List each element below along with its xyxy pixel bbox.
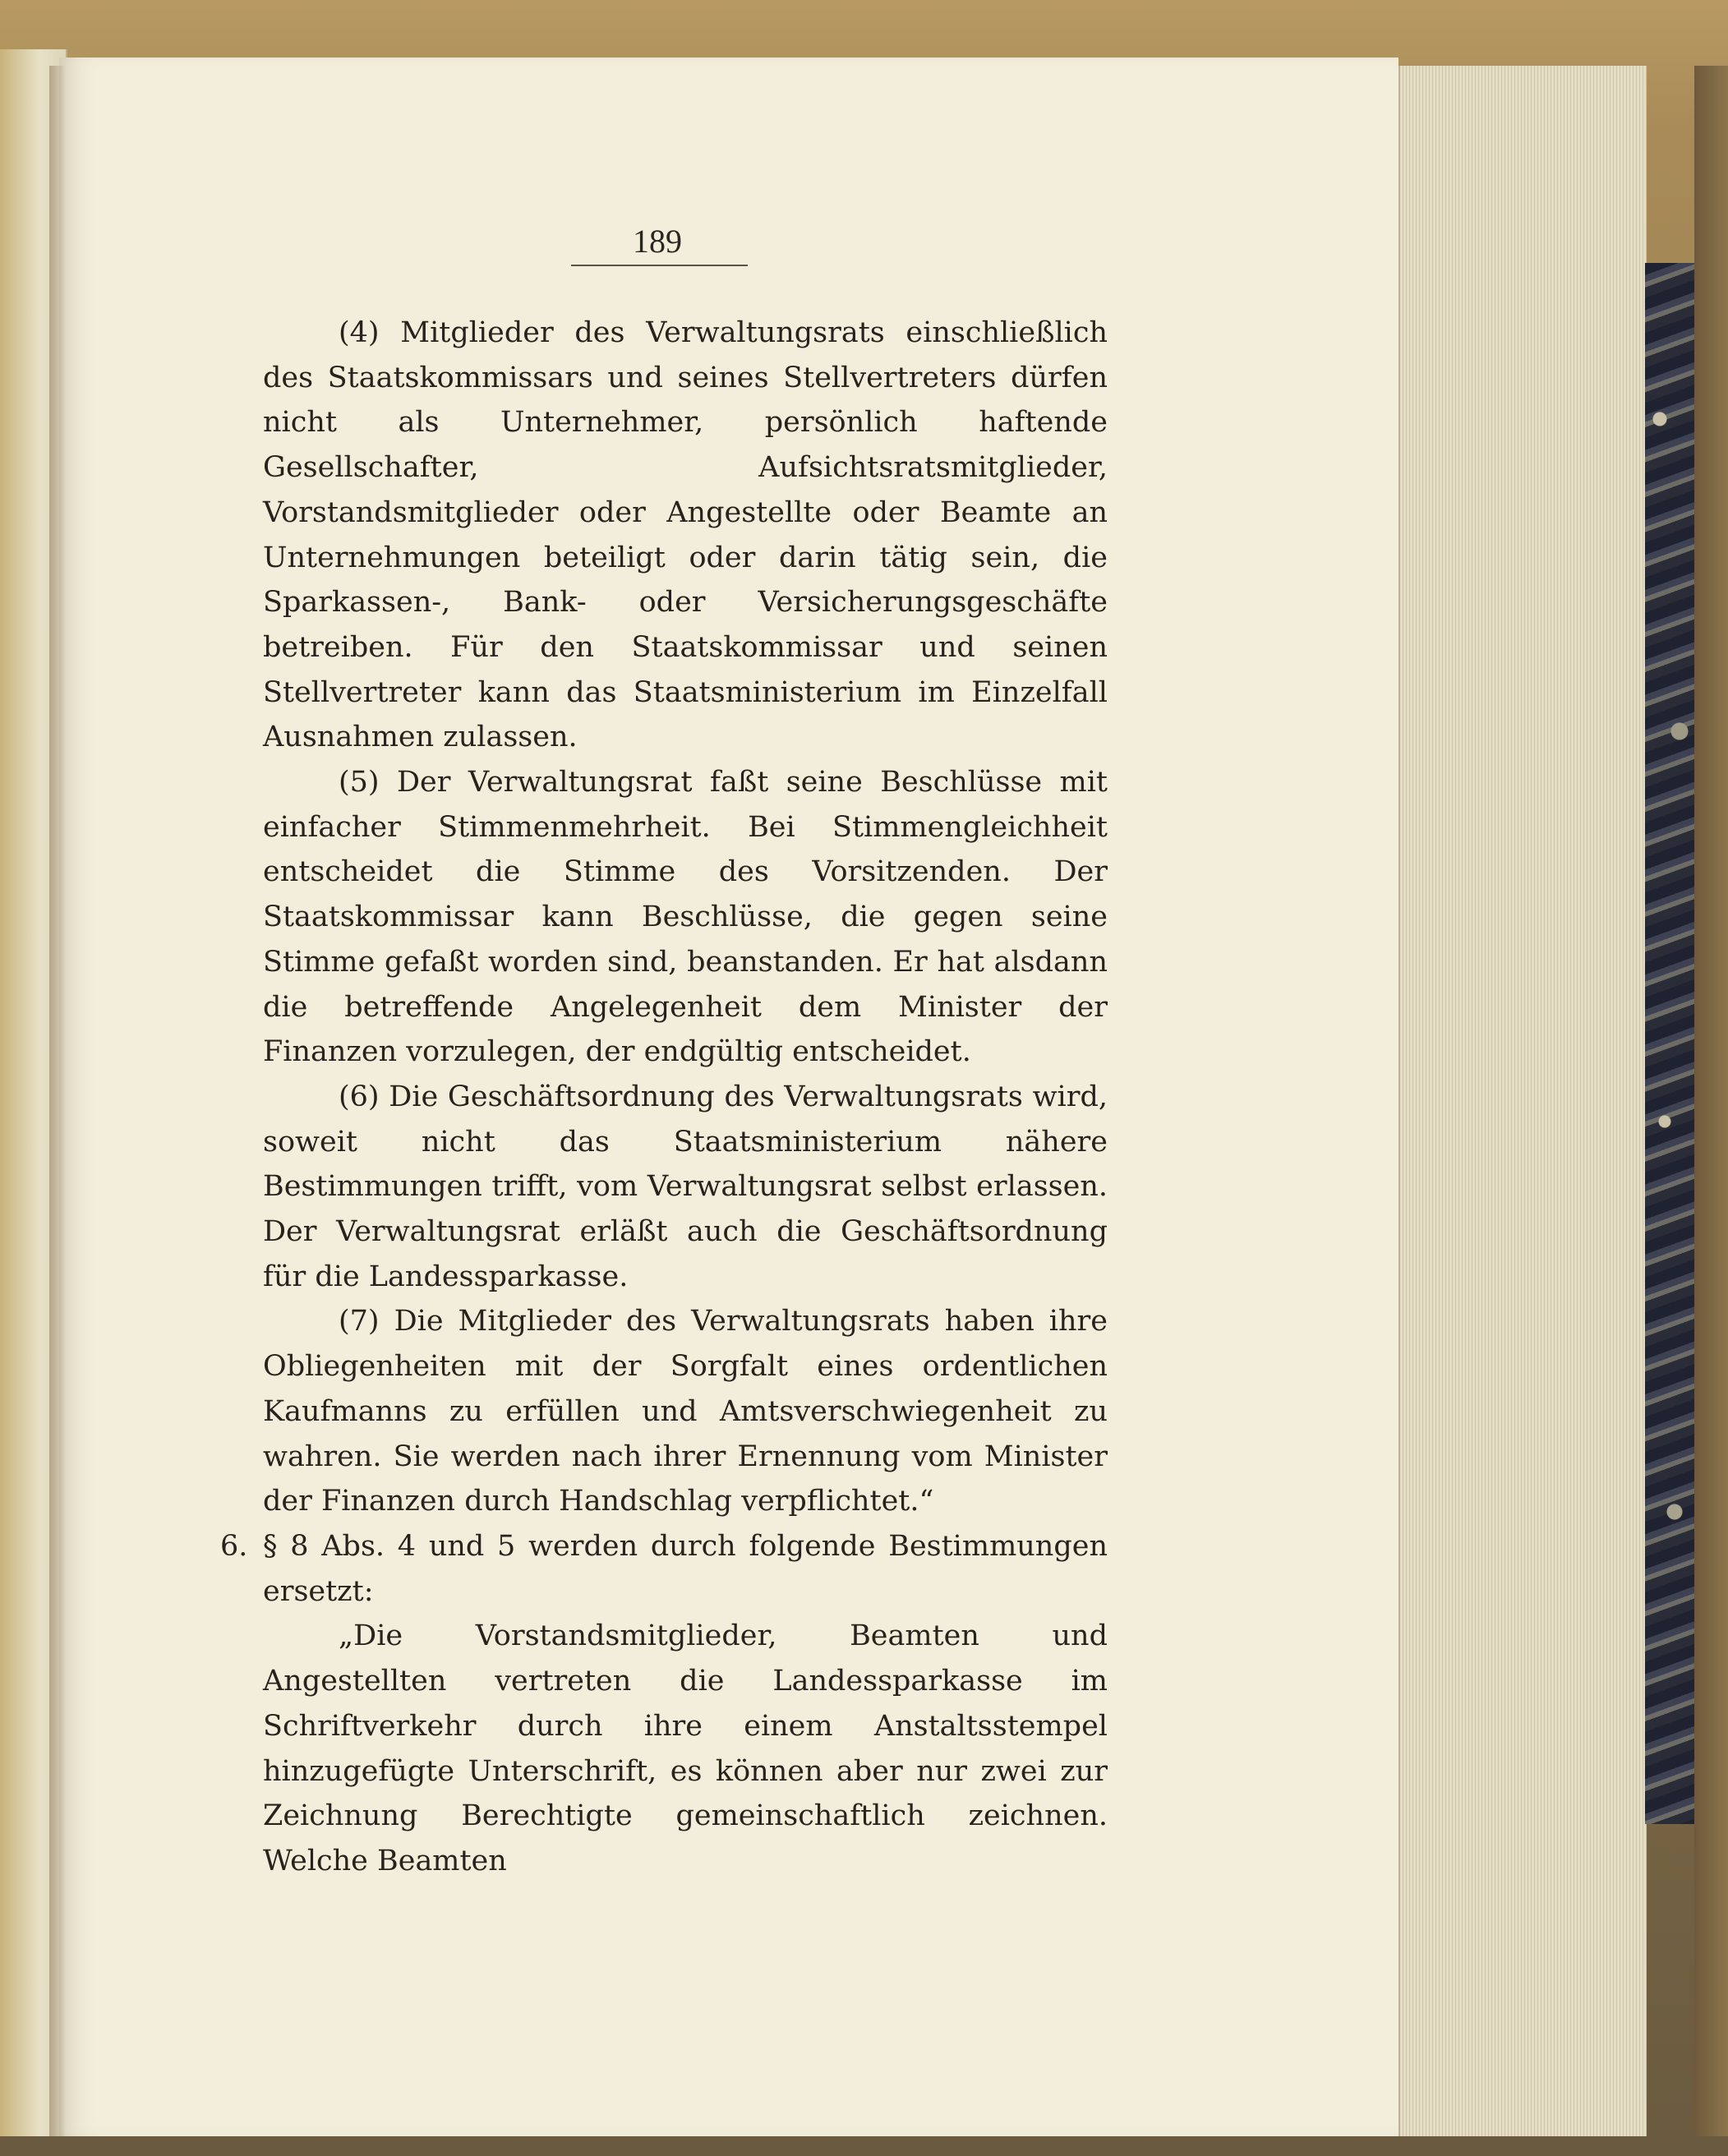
body-text <box>220 311 1108 1884</box>
item-number: 6. <box>220 1529 248 1563</box>
paragraph-5 <box>263 760 1108 1075</box>
paragraph-text: (4) Mitglieder des Verwaltungsrats einschließlich des Staatskommissars und seines Stellvertreters dürfen nicht als Unternehmer, persönlich haftende Gesellschafter, Aufsichtsratsmitglieder, Vorstandsmitglieder oder Angestellte oder Beamte an Unternehmungen beteiligt oder darin tätig sein, die Sparkassen-, Bank- oder Versicherungsgeschäfte betreiben. Für den Staatskommissar und seinen Stellvertreter kann das Staatsministerium im Einzelfall Ausnahmen zulassen. <box>263 316 1108 754</box>
quoted-paragraph <box>263 1614 1108 1883</box>
book-cover-edge <box>1694 66 1728 2136</box>
page-gutter-shadow <box>49 66 66 2136</box>
paragraph-text: „Die Vorstandsmitglieder, Beamten und Angestellten vertreten die Landessparkasse im Schriftverkehr durch ihre einem Anstaltsstempel hinzugefügte Unterschrift, es können aber nur zwei zur Zeichnung Berechtigte gemeinschaftlich zeichnen. Welche Beamten <box>263 1619 1108 1877</box>
paragraph-text: § 8 Abs. 4 und 5 werden durch folgende Bestimmungen ersetzt: <box>263 1529 1108 1608</box>
page-edges-stack <box>1399 66 1647 2136</box>
paragraph-4 <box>263 311 1108 760</box>
paragraph-7 <box>263 1299 1108 1524</box>
header-rule <box>571 265 748 266</box>
marbled-edge <box>1645 263 1694 1824</box>
paragraph-text: (5) Der Verwaltungsrat faßt seine Beschlüsse mit einfacher Stimmenmehrheit. Bei Stimmengleichheit entscheidet die Stimme des Vorsitzenden. Der Staatskommissar kann Beschlüsse, die gegen seine Stimme gefaßt worden sind, beanstanden. Er hat alsdann die betreffende Angelegenheit dem Minister der Finanzen vorzulegen, der endgültig entscheidet. <box>263 766 1108 1069</box>
item-6 <box>220 1524 1108 1614</box>
page-number: 189 <box>633 223 682 260</box>
paragraph-text: (7) Die Mitglieder des Verwaltungsrats haben ihre Obliegenheiten mit der Sorgfalt eines ordentlichen Kaufmanns zu erfüllen und Amtsverschwiegenheit zu wahren. Sie werden nach ihrer Ernennung vom Minister der Finanzen durch Handschlag verpflichtet.“ <box>263 1305 1108 1518</box>
paragraph-6 <box>263 1075 1108 1300</box>
paragraph-text: (6) Die Geschäftsordnung des Verwaltungsrats wird, soweit nicht das Staatsministerium nähere Bestimmungen trifft, vom Verwaltungsrat selbst erlassen. Der Verwaltungsrat erläßt auch die Geschäftsordnung für die Landessparkasse. <box>263 1080 1108 1293</box>
